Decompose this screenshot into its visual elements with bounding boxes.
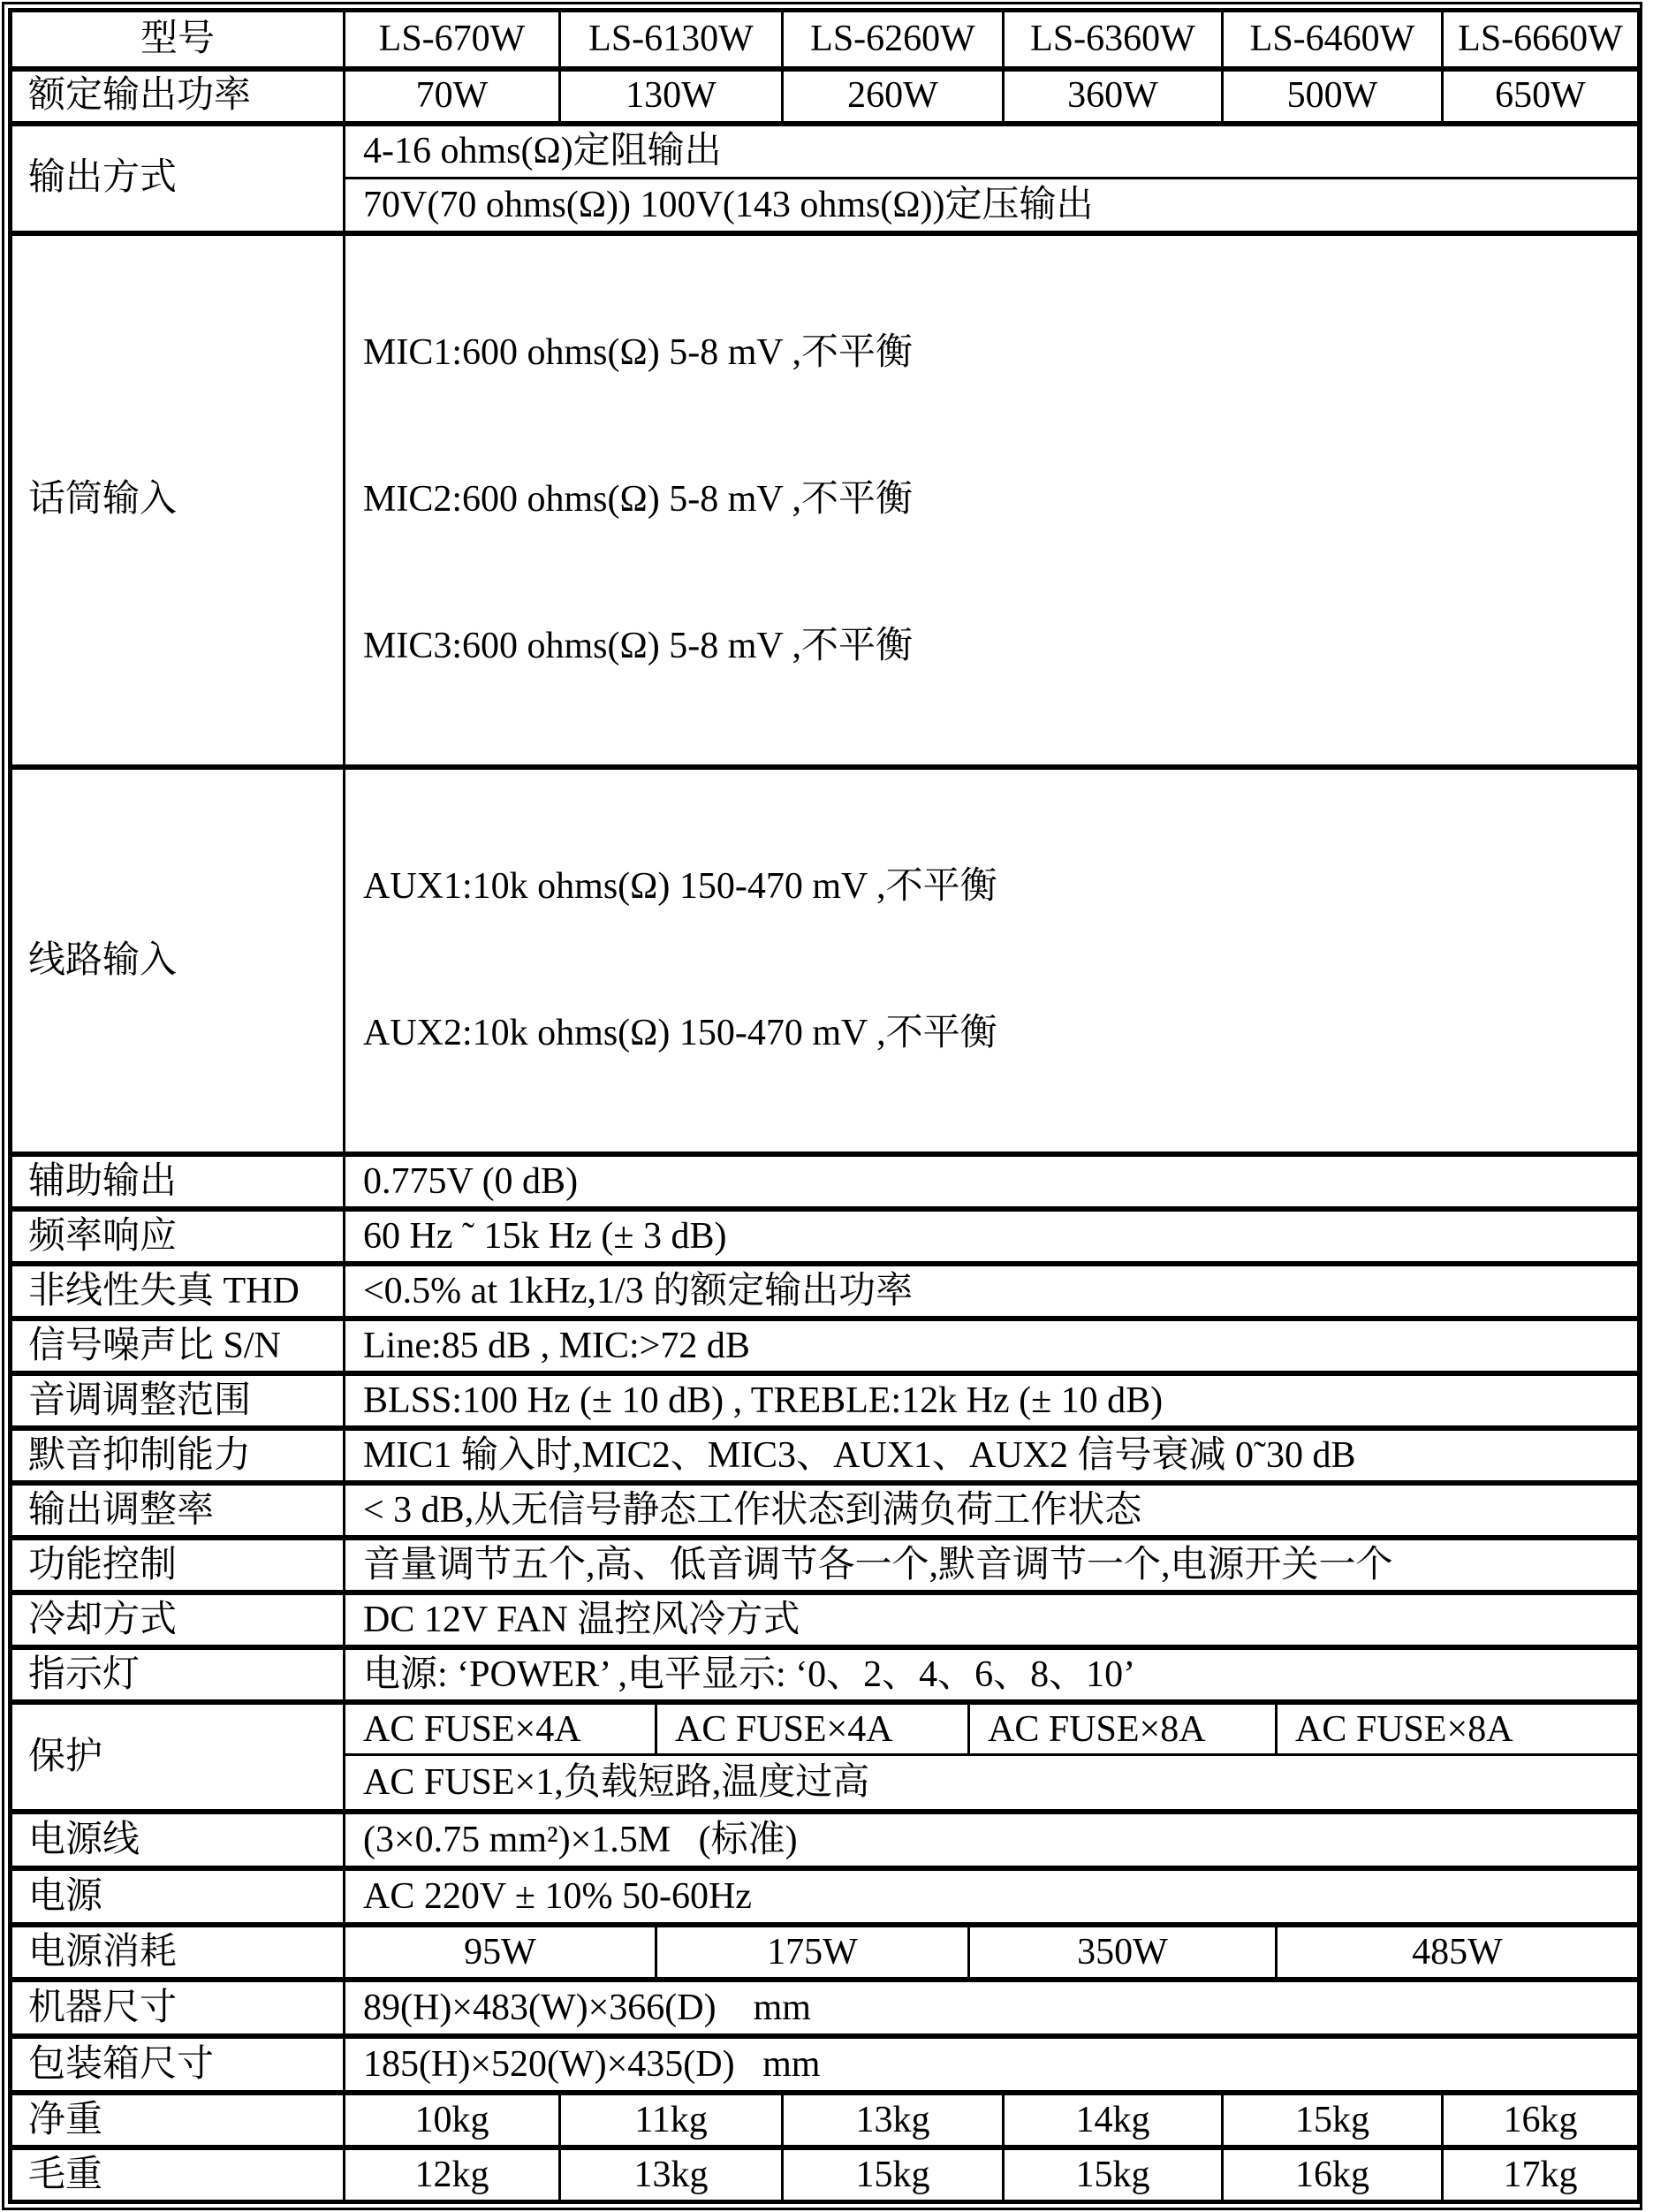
row-aux-output: [11, 1154, 1640, 1209]
line-input-line-2: AUX2:10k ohms(Ω) 150-470 mV ,不平衡: [363, 1013, 997, 1054]
power-supply-value: AC 220V ± 10% 50-60Hz: [345, 1868, 1640, 1925]
gross-weight-cell-5: 17kg: [1443, 2147, 1640, 2202]
row-label-thd: 非线性失真 THD: [11, 1264, 345, 1319]
machine-size-value: 89(H)×483(W)×366(D) mm: [345, 1980, 1640, 2036]
line-input-line-1: AUX1:10k ohms(Ω) 150-470 mV ,不平衡: [363, 866, 997, 908]
rated-power-cell-3: 360W: [1004, 69, 1223, 124]
row-label-power-cord: 电源线: [11, 1812, 345, 1868]
model-cell-3: LS-6360W: [1004, 11, 1223, 69]
row-power-cord: [11, 1812, 1640, 1868]
net-weight-cell-4: 15kg: [1223, 2093, 1443, 2147]
row-indicators: [11, 1647, 1640, 1702]
row-label-power-supply: 电源: [11, 1868, 345, 1925]
row-label-machine-size: 机器尺寸: [11, 1980, 345, 2036]
model-cell-5: LS-6660W: [1443, 11, 1640, 69]
row-line-input: [11, 767, 1640, 1154]
spec-table-frame: [2, 2, 1642, 2210]
row-net-weight: [11, 2093, 1640, 2147]
row-label-line-input: 线路输入: [11, 767, 345, 1154]
mic-input-line-1: MIC1:600 ohms(Ω) 5-8 mV ,不平衡: [363, 332, 913, 374]
row-label-mic-input: 话筒输入: [11, 233, 345, 767]
row-label-model: 型号: [11, 11, 345, 69]
row-cooling: [11, 1592, 1640, 1647]
protection-fuse-1: AC FUSE×4A: [656, 1702, 969, 1755]
power-consumption-cell-0: 95W: [345, 1925, 656, 1980]
protection-fuse-0: AC FUSE×4A: [345, 1702, 656, 1755]
mic-input-cell: [345, 233, 1640, 767]
gross-weight-cell-3: 15kg: [1004, 2147, 1223, 2202]
row-label-gross-weight: 毛重: [11, 2147, 345, 2202]
rated-power-cell-1: 130W: [560, 69, 783, 124]
row-gross-weight: [11, 2147, 1640, 2202]
gross-weight-cell-1: 13kg: [560, 2147, 783, 2202]
mute-suppression-value: MIC1 输入时,MIC2、MIC3、AUX1、AUX2 信号衰减 0˜30 dB: [345, 1428, 1640, 1483]
output-regulation-value: < 3 dB,从无信号静态工作状态到满负荷工作状态: [345, 1483, 1640, 1538]
output-mode-line-1: 70V(70 ohms(Ω)) 100V(143 ohms(Ω))定压输出: [345, 179, 1640, 233]
rated-power-cell-0: 70W: [345, 69, 560, 124]
protection-note: AC FUSE×1,负载短路,温度过高: [345, 1755, 1640, 1812]
carton-size-value: 185(H)×520(W)×435(D) mm: [345, 2036, 1640, 2093]
line-input-cell: [345, 767, 1640, 1154]
row-output-mode: [11, 124, 1640, 179]
row-label-output-mode: 输出方式: [11, 124, 345, 233]
row-label-mute-suppression: 默音抑制能力: [11, 1428, 345, 1483]
row-tone-range: [11, 1373, 1640, 1428]
thd-value: <0.5% at 1kHz,1/3 的额定输出功率: [345, 1264, 1640, 1319]
row-model: [11, 11, 1640, 69]
row-freq-response: [11, 1209, 1640, 1264]
function-control-value: 音量调节五个,高、低音调节各一个,默音调节一个,电源开关一个: [345, 1538, 1640, 1592]
row-label-power-consumption: 电源消耗: [11, 1925, 345, 1980]
row-snr: [11, 1319, 1640, 1373]
row-label-carton-size: 包装箱尺寸: [11, 2036, 345, 2093]
row-label-tone-range: 音调调整范围: [11, 1373, 345, 1428]
power-cord-value: (3×0.75 mm²)×1.5M (标准): [345, 1812, 1640, 1868]
row-label-function-control: 功能控制: [11, 1538, 345, 1592]
rated-power-cell-4: 500W: [1223, 69, 1443, 124]
row-label-aux-output: 辅助输出: [11, 1154, 345, 1209]
row-rated-power: [11, 69, 1640, 124]
power-consumption-cell-2: 350W: [969, 1925, 1277, 1980]
row-label-snr: 信号噪声比 S/N: [11, 1319, 345, 1373]
amplifier-spec-table: [8, 8, 1642, 2204]
row-thd: [11, 1264, 1640, 1319]
row-label-cooling: 冷却方式: [11, 1592, 345, 1647]
row-label-rated-power: 额定输出功率: [11, 69, 345, 124]
protection-fuse-3: AC FUSE×8A: [1277, 1702, 1640, 1755]
tone-range-value: BLSS:100 Hz (± 10 dB) , TREBLE:12k Hz (± 10 dB): [345, 1373, 1640, 1428]
net-weight-cell-5: 16kg: [1443, 2093, 1640, 2147]
row-power-supply: [11, 1868, 1640, 1925]
row-power-consumption: [11, 1925, 1640, 1980]
model-cell-1: LS-6130W: [560, 11, 783, 69]
cooling-value: DC 12V FAN 温控风冷方式: [345, 1592, 1640, 1647]
gross-weight-cell-4: 16kg: [1223, 2147, 1443, 2202]
row-function-control: [11, 1538, 1640, 1592]
freq-response-value: 60 Hz ˜ 15k Hz (± 3 dB): [345, 1209, 1640, 1264]
row-machine-size: [11, 1980, 1640, 2036]
model-cell-4: LS-6460W: [1223, 11, 1443, 69]
protection-fuse-2: AC FUSE×8A: [969, 1702, 1277, 1755]
rated-power-cell-5: 650W: [1443, 69, 1640, 124]
aux-output-value: 0.775V (0 dB): [345, 1154, 1640, 1209]
model-cell-2: LS-6260W: [783, 11, 1004, 69]
model-cell-0: LS-670W: [345, 11, 560, 69]
row-label-net-weight: 净重: [11, 2093, 345, 2147]
gross-weight-cell-2: 15kg: [783, 2147, 1004, 2202]
gross-weight-cell-0: 12kg: [345, 2147, 560, 2202]
row-carton-size: [11, 2036, 1640, 2093]
net-weight-cell-2: 13kg: [783, 2093, 1004, 2147]
row-label-output-regulation: 输出调整率: [11, 1483, 345, 1538]
output-mode-line-0: 4-16 ohms(Ω)定阻输出: [345, 124, 1640, 179]
row-label-freq-response: 频率响应: [11, 1209, 345, 1264]
row-label-protection: 保护: [11, 1702, 345, 1812]
row-output-regulation: [11, 1483, 1640, 1538]
rated-power-cell-2: 260W: [783, 69, 1004, 124]
net-weight-cell-1: 11kg: [560, 2093, 783, 2147]
row-label-indicators: 指示灯: [11, 1647, 345, 1702]
mic-input-line-2: MIC2:600 ohms(Ω) 5-8 mV ,不平衡: [363, 479, 913, 521]
net-weight-cell-0: 10kg: [345, 2093, 560, 2147]
mic-input-line-3: MIC3:600 ohms(Ω) 5-8 mV ,不平衡: [363, 625, 913, 666]
row-mic-input: [11, 233, 1640, 767]
row-mute-suppression: [11, 1428, 1640, 1483]
indicators-value: 电源: ‘POWER’ ,电平显示: ‘0、2、4、6、8、10’: [345, 1647, 1640, 1702]
snr-value: Line:85 dB , MIC:>72 dB: [345, 1319, 1640, 1373]
row-protection: [11, 1702, 1640, 1755]
power-consumption-cell-3: 485W: [1277, 1925, 1640, 1980]
net-weight-cell-3: 14kg: [1004, 2093, 1223, 2147]
power-consumption-cell-1: 175W: [656, 1925, 969, 1980]
